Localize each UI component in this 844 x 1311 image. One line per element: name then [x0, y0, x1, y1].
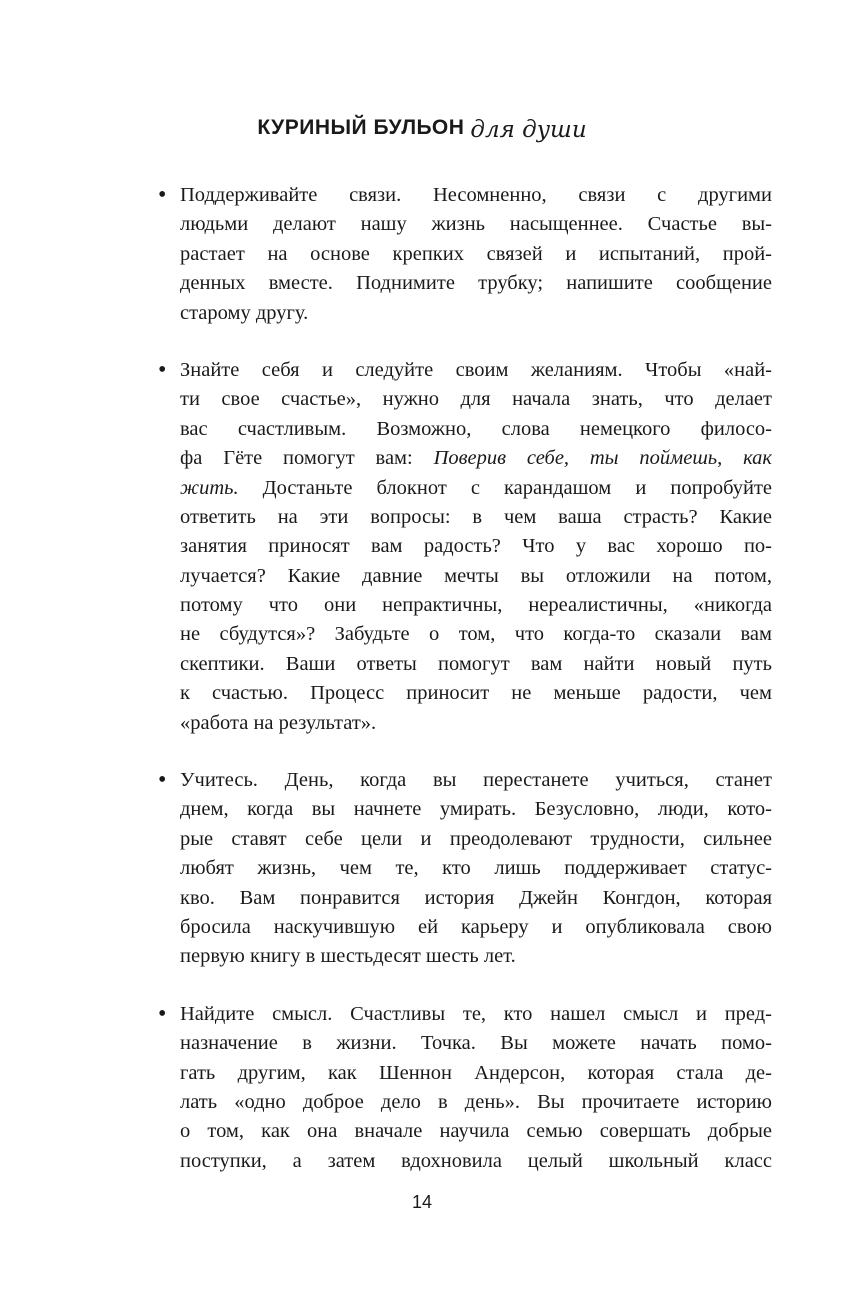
text-line: Найдите смысл. Счастливы те, кто нашел смысл и пред-: [180, 1002, 772, 1025]
text-line: днем, когда вы начнете умирать. Безусловно, люди, кото-: [180, 798, 772, 821]
text-line: ответить на эти вопросы: в чем ваша страсть? Какие: [180, 505, 772, 528]
text-line: скептики. Ваши ответы помогут вам найти новый путь: [180, 652, 772, 675]
goethe-quote-end: жить.: [180, 476, 239, 499]
text-line: о том, как она вначале научила семью совершать добрые: [180, 1120, 772, 1143]
page-number: 14: [411, 1192, 433, 1212]
bullet-icon: •: [158, 767, 167, 794]
text-line: кво. Вам понравится история Джейн Конгдон, которая: [180, 886, 772, 909]
text-line: не сбудутся»? Забудьте о том, что когда-то сказали вам: [180, 623, 772, 646]
text-line: лать «одно доброе дело в день». Вы прочитаете историю: [180, 1090, 772, 1113]
list-item: [152, 181, 772, 328]
text-fragment: Достаньте блокнот с карандашом и попробуйте: [262, 476, 773, 499]
header-script-subtitle: для души: [470, 117, 587, 143]
list-item: [152, 356, 772, 738]
text-line: поступки, а затем вдохновила целый школьный класс: [180, 1149, 772, 1172]
header-title: КУРИНЫЙ БУЛЬОН: [257, 116, 465, 139]
text-line: любят жизнь, чем те, кто лишь поддерживает статус-: [180, 857, 772, 880]
text-line: занятия приносят вам радость? Что у вас хорошо по-: [180, 535, 772, 558]
goethe-quote: Поверив себе, ты поймешь, как: [433, 447, 773, 470]
text-fragment: фа Гёте помогут вам:: [180, 447, 413, 470]
text-line: бросила наскучившую ей карьеру и опубликовала свою: [180, 915, 772, 938]
text-line-with-quote: [180, 474, 772, 503]
text-line: Поддерживайте связи. Несомненно, связи с другими: [180, 184, 772, 206]
text-line: растает на основе крепких связей и испытаний, прой-: [180, 242, 772, 265]
tips-list: [152, 181, 772, 1204]
text-line: «работа на результат».: [180, 711, 377, 734]
bullet-icon: •: [158, 182, 167, 208]
text-line: людьми делают нашу жизнь насыщеннее. Счастье вы-: [180, 213, 772, 236]
text-line: лучается? Какие давние мечты вы отложили на потом,: [180, 564, 772, 587]
text-line: Учитесь. День, когда вы перестанете учиться, станет: [180, 769, 772, 792]
text-line: ти свое счастье», нужно для начала знать, что делает: [180, 388, 772, 411]
text-line: денных вместе. Поднимите трубку; напишите сообщение: [180, 272, 772, 295]
text-line-with-quote: [180, 444, 772, 473]
bullet-icon: •: [158, 1000, 167, 1027]
text-line: назначение в жизни. Точка. Вы можете начать помо-: [180, 1032, 772, 1055]
bullet-icon: •: [158, 356, 167, 383]
running-header: [0, 114, 844, 143]
text-line: гать другим, как Шеннон Андерсон, которая стала де-: [180, 1061, 772, 1084]
list-item: [152, 766, 772, 972]
text-line: рые ставят себе цели и преодолевают трудности, сильнее: [180, 827, 772, 850]
text-line: к счастью. Процесс приносит не меньше радости, чем: [180, 682, 772, 705]
text-line: потому что они непрактичны, нереалистичны, «никогда: [180, 594, 772, 617]
text-line: Знайте себя и следуйте своим желаниям. Чтобы «най-: [180, 358, 772, 381]
list-item: [152, 1000, 772, 1176]
text-line: старому другу.: [180, 301, 309, 324]
text-line: первую книгу в шестьдесят шесть лет.: [180, 945, 516, 968]
text-line: вас счастливым. Возможно, слова немецкого филосо-: [180, 417, 772, 440]
